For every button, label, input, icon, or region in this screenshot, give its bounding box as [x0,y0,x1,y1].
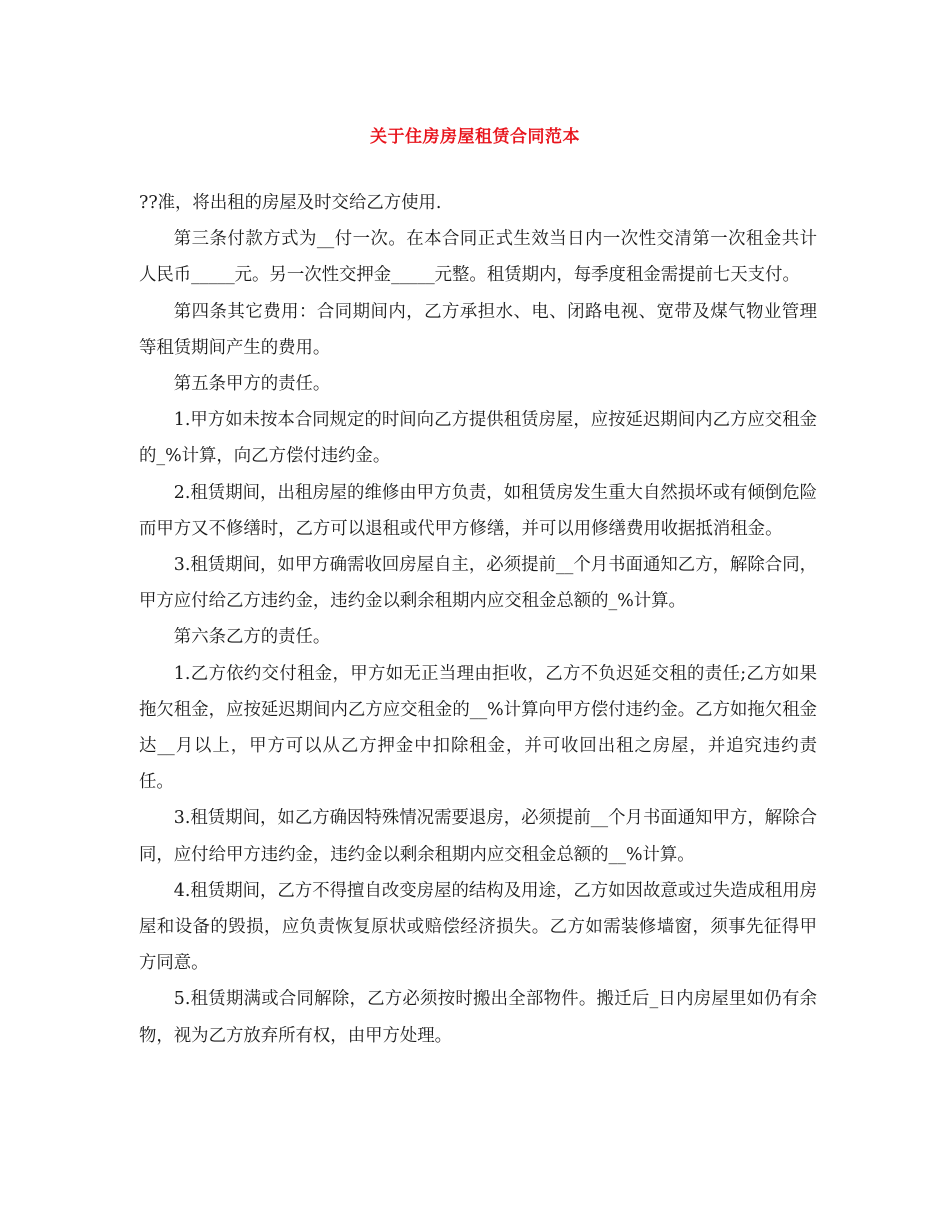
paragraph-article-6-item-4: 4.租赁期间，乙方不得擅自改变房屋的结构及用途，乙方如因故意或过失造成租用房屋和设备的毁损，应负责恢复原状或赔偿经济损失。乙方如需装修墙窗，须事先征得甲方同意。 [139,880,817,974]
paragraph-article-3: 第三条付款方式为__付一次。在本合同正式生效当日内一次性交清第一次租金共计人民币_____元。另一次性交押金_____元整。租赁期内，每季度租金需提前七天支付。 [139,229,817,286]
paragraph-article-6-item-5: 5.租赁期满或合同解除，乙方必须按时搬出全部物件。搬迁后_日内房屋里如仍有余物，视为乙方放弃所有权，由甲方处理。 [139,989,817,1046]
document-body [139,185,817,1054]
document-title: 关于住房房屋租赁合同范本 [370,127,580,147]
paragraph-continuation: ??准，将出租的房屋及时交给乙方使用. [139,193,442,213]
paragraph-article-5-item-2: 2.租赁期间，出租房屋的维修由甲方负责，如租赁房发生重大自然损坏或有倾倒危险而甲方又不修缮时，乙方可以退租或代甲方修缮，并可以用修缮费用收据抵消租金。 [139,482,817,539]
paragraph-article-6-item-3: 3.租赁期间，如乙方确因特殊情况需要退房，必须提前__个月书面通知甲方，解除合同，应付给甲方违约金，违约金以剩余租期内应交租金总额的__%计算。 [139,808,817,865]
paragraph-article-5-item-3: 3.租赁期间，如甲方确需收回房屋自主，必须提前__个月书面通知乙方，解除合同，甲方应付给乙方违约金，违约金以剩余租期内应交租金总额的_%计算。 [139,555,817,612]
paragraph-article-5-item-1: 1.甲方如未按本合同规定的时间向乙方提供租赁房屋，应按延迟期间内乙方应交租金的_%计算，向乙方偿付违约金。 [139,410,817,467]
paragraph-article-4: 第四条其它费用：合同期间内，乙方承担水、电、闭路电视、宽带及煤气物业管理等租赁期间产生的费用。 [139,301,817,358]
paragraph-article-6-item-1: 1.乙方依约交付租金，甲方如无正当理由拒收，乙方不负迟延交租的责任;乙方如果拖欠租金，应按延迟期间内乙方应交租金的__%计算向甲方偿付违约金。乙方如拖欠租金达__月以上，甲方可以从乙方押金中扣除租金，并可收回出租之房屋，并追究违约责任。 [139,663,817,793]
heading-article-6: 第六条乙方的责任。 [173,627,331,648]
heading-article-5: 第五条甲方的责任。 [173,374,331,395]
